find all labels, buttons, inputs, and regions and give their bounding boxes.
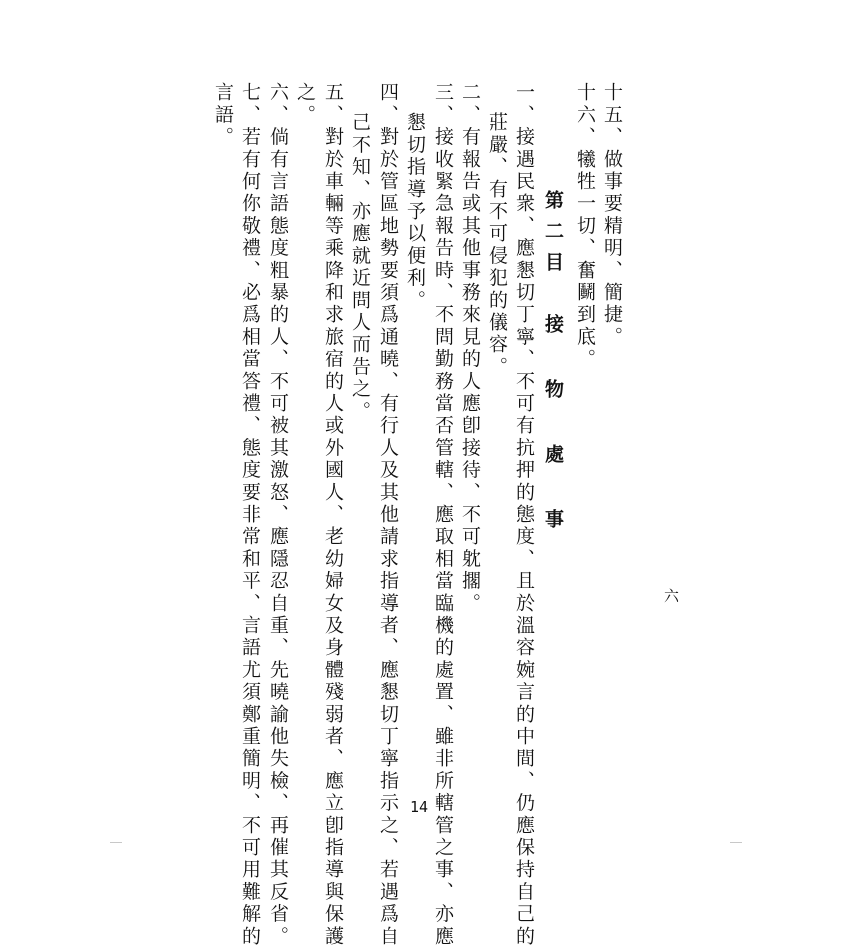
text-column-item-7: 七、若有何你敬禮、必爲相當答禮、態度要非常和平、言語尤須鄭重簡明、不可用難解的 [239, 82, 261, 948]
text-column-item-3-cont: 懇切指導予以便利。 [404, 112, 426, 312]
text-column-16: 十六、犧牲一切、奮鬭到底。 [574, 82, 596, 371]
text-column-item-6: 六、倘有言語態度粗暴的人、不可被其激怒、應隱忍自重、先曉諭他失檢、再催其反省。 [267, 82, 289, 948]
page-number: 14 [410, 798, 429, 816]
text-column-item-5: 五、對於車輛等乘降和求旅宿的人或外國人、老幼婦女及身體殘弱者、應立卽指導與保護 [322, 82, 344, 948]
text-column-item-4-cont: 己不知、亦應就近問人而告之。 [349, 112, 371, 423]
text-column-item-1: 一、接遇民衆、應懇切丁寧、不可有抗押的態度、且於溫容婉言的中間、仍應保持自己的 [513, 82, 535, 948]
text-column-item-4: 四、對於管區地勢要須爲通曉、有行人及其他請求指導者、應懇切丁寧指示之、若遇爲自 [377, 82, 399, 948]
side-page-number: 六 [664, 587, 680, 605]
section-title: 第二目 接 物 處 事 [542, 190, 564, 540]
scan-edge-mark-right [730, 842, 742, 843]
text-column-item-7-cont: 言語。 [212, 82, 234, 149]
scan-edge-mark-left [110, 842, 122, 843]
text-column-15: 十五、做事要精明、簡捷。 [601, 82, 623, 349]
text-column-item-2: 二、有報告或其他事務來見的人應卽接待、不可躭擱。 [459, 82, 481, 615]
text-column-item-1-cont: 莊嚴、有不可侵犯的儀容。 [486, 112, 508, 379]
text-column-item-5-cont: 之。 [294, 82, 316, 127]
text-column-item-3: 三、接收緊急報告時、不問勤務當否管轄、應取相當臨機的處置、雖非所轄管之事、亦應 [432, 82, 454, 948]
